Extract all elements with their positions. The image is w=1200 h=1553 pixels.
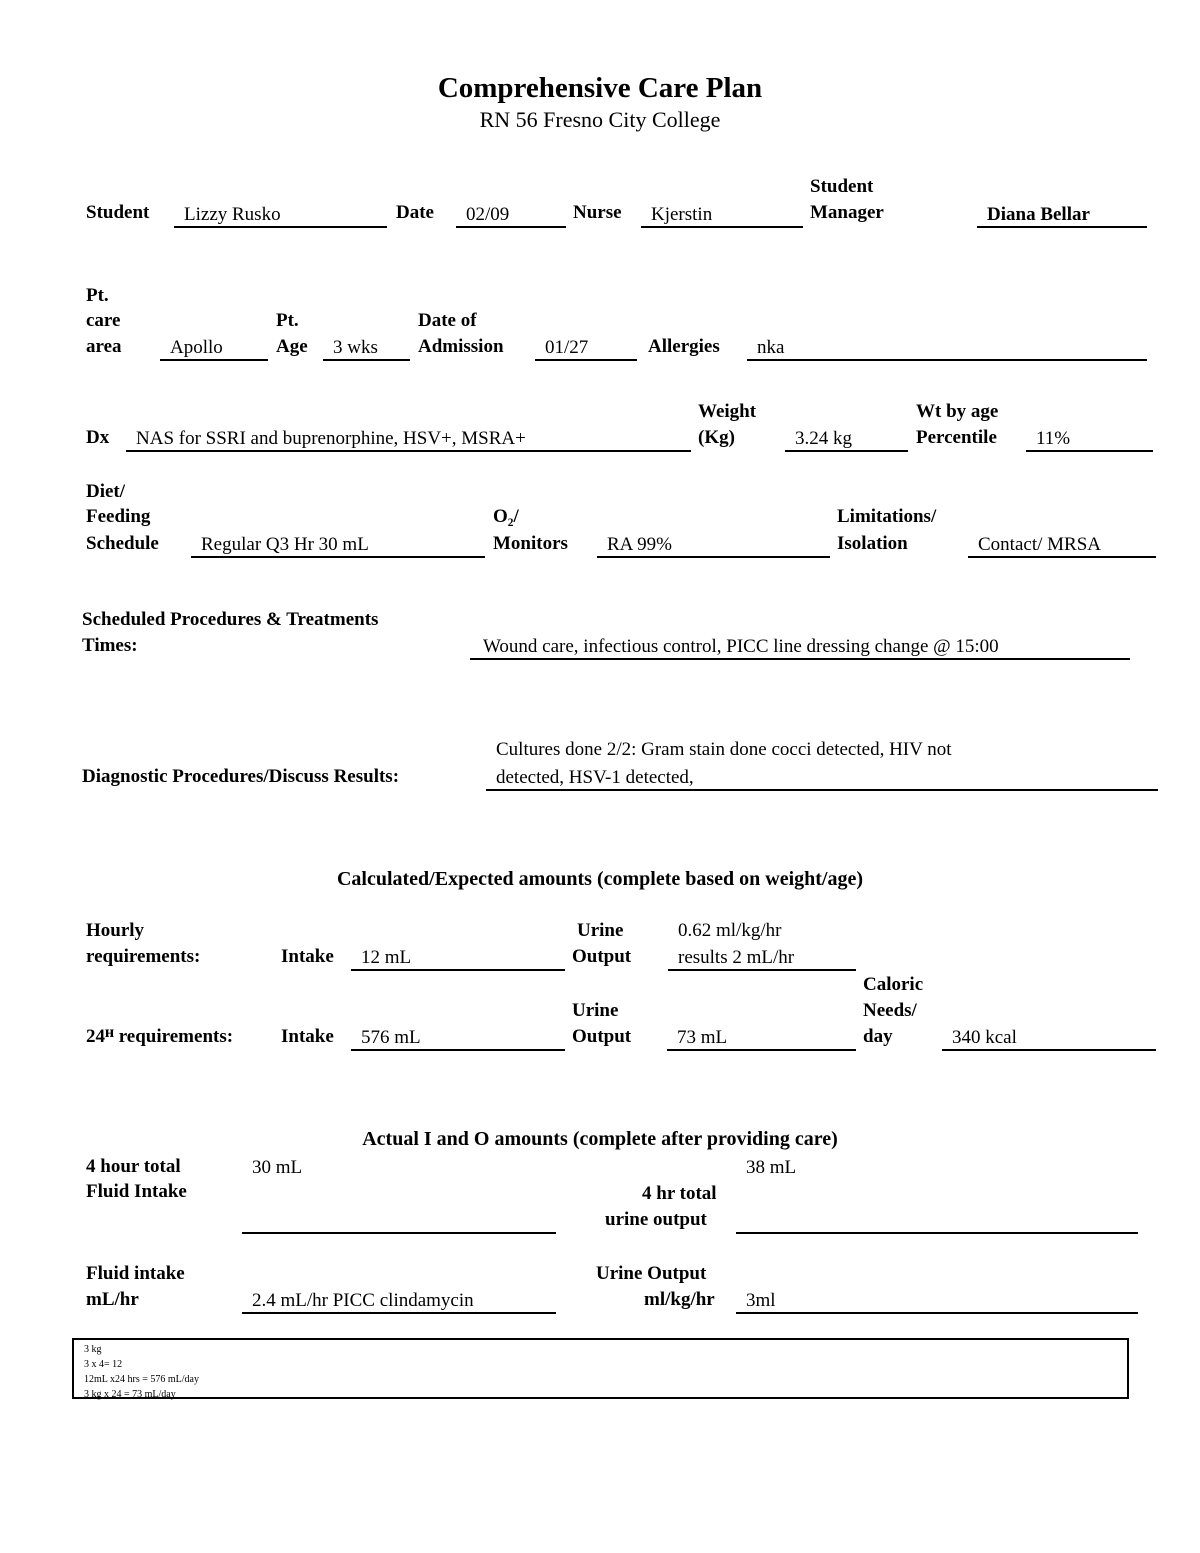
hourly-urine-field[interactable]: results 2 mL/hr	[668, 947, 856, 971]
diet-label-1: Diet/	[86, 481, 126, 502]
daily-urine-field[interactable]: 73 mL	[667, 1027, 856, 1051]
urine4-value: 38 mL	[746, 1157, 797, 1178]
nurse-label: Nurse	[573, 202, 622, 223]
actual-heading: Actual I and O amounts (complete after providing care)	[362, 1128, 838, 1150]
date-field[interactable]: 02/09	[456, 204, 566, 228]
weight-label-2: (Kg)	[698, 427, 735, 448]
page-title: Comprehensive Care Plan	[437, 72, 763, 104]
student-field[interactable]: Lizzy Rusko	[174, 204, 387, 228]
diagnostics-field[interactable]: detected, HSV-1 detected,	[486, 767, 1158, 791]
student-manager-label-2: Manager	[810, 202, 884, 223]
age-label-2: Age	[276, 336, 308, 357]
admission-label-2: Admission	[418, 336, 504, 357]
hourly-urine-label-1: Urine	[577, 920, 624, 941]
allergies-label: Allergies	[648, 336, 720, 357]
care-area-label-1: Pt.	[86, 285, 109, 306]
daily-urine-label-1: Urine	[572, 1000, 619, 1021]
note-line: 12mL x24 hrs = 576 mL/day	[84, 1374, 199, 1385]
nurse-field[interactable]: Kjerstin	[641, 204, 803, 228]
percentile-field[interactable]: 11%	[1026, 428, 1153, 452]
procedures-field[interactable]: Wound care, infectious control, PICC line dressing change @ 15:00	[470, 636, 1130, 660]
date-label: Date	[396, 202, 434, 223]
admission-date-field[interactable]: 01/27	[535, 337, 637, 361]
o2-monitors-field[interactable]: RA 99%	[597, 534, 830, 558]
diagnostics-label: Diagnostic Procedures/Discuss Results:	[82, 766, 400, 787]
limitations-label-1: Limitations/	[837, 506, 937, 527]
o2-label-2: Monitors	[493, 533, 568, 554]
student-label: Student	[86, 202, 150, 223]
weight-label-1: Weight	[698, 401, 757, 422]
caloric-label-2: Needs/	[863, 1000, 917, 1021]
intake-hr-label-1: Fluid intake	[86, 1263, 185, 1284]
allergies-field[interactable]: nka	[747, 337, 1147, 361]
student-manager-label-1: Student	[810, 176, 874, 197]
care-area-field[interactable]: Apollo	[160, 337, 268, 361]
procedures-label-2: Times:	[82, 635, 138, 656]
percentile-label-2: Percentile	[916, 427, 997, 448]
intake-hr-field[interactable]: 2.4 mL/hr PICC clindamycin	[242, 1290, 556, 1314]
hourly-urine-label-2: Output	[572, 946, 632, 967]
urine-hr-label-1: Urine Output	[596, 1263, 707, 1284]
o2-label-1: O₂/	[493, 506, 519, 527]
urine4-label-2: urine output	[605, 1209, 707, 1230]
urine-hr-label-2: ml/kg/hr	[644, 1289, 715, 1310]
hourly-urine-line-1: 0.62 ml/kg/hr	[678, 920, 782, 941]
calculated-heading: Calculated/Expected amounts (complete based on weight/age)	[336, 868, 864, 890]
caloric-field[interactable]: 340 kcal	[942, 1027, 1156, 1051]
hourly-intake-field[interactable]: 12 mL	[351, 947, 565, 971]
daily-urine-label-2: Output	[572, 1026, 632, 1047]
urine4-field-line[interactable]	[736, 1232, 1138, 1234]
hourly-label-1: Hourly	[86, 920, 145, 941]
dx-field[interactable]: NAS for SSRI and buprenorphine, HSV+, MSRA+	[126, 428, 691, 452]
limitations-label-2: Isolation	[837, 533, 908, 554]
intake4-value: 30 mL	[252, 1157, 303, 1178]
diet-label-2: Feeding	[86, 506, 151, 527]
dx-label: Dx	[86, 427, 110, 448]
student-manager-field[interactable]: Diana Bellar	[977, 204, 1147, 228]
care-area-label-2: care	[86, 310, 121, 331]
note-line: 3 kg x 24 = 73 mL/day	[84, 1389, 176, 1400]
note-line: 3 kg	[84, 1344, 102, 1355]
diagnostics-line-1: Cultures done 2/2: Gram stain done cocci detected, HIV not	[496, 739, 952, 760]
urine-hr-field[interactable]: 3ml	[736, 1290, 1138, 1314]
calculation-notes-box	[72, 1338, 1129, 1399]
hourly-intake-label: Intake	[281, 946, 334, 967]
admission-label-1: Date of	[418, 310, 477, 331]
intake4-label-2: Fluid Intake	[86, 1181, 187, 1202]
diet-field[interactable]: Regular Q3 Hr 30 mL	[191, 534, 485, 558]
percentile-label-1: Wt by age	[916, 401, 999, 422]
care-area-label-3: area	[86, 336, 122, 357]
weight-field[interactable]: 3.24 kg	[785, 428, 908, 452]
urine4-label-1: 4 hr total	[642, 1183, 717, 1204]
age-field[interactable]: 3 wks	[323, 337, 410, 361]
procedures-label-1: Scheduled Procedures & Treatments	[82, 609, 379, 630]
intake4-field-line[interactable]	[242, 1232, 556, 1234]
caloric-label-3: day	[863, 1026, 893, 1047]
daily-intake-label: Intake	[281, 1026, 334, 1047]
age-label-1: Pt.	[276, 310, 299, 331]
note-line: 3 x 4= 12	[84, 1359, 123, 1370]
page-subtitle: RN 56 Fresno City College	[479, 107, 721, 132]
diet-label-3: Schedule	[86, 533, 159, 554]
hourly-label-2: requirements:	[86, 946, 201, 967]
intake-hr-label-2: mL/hr	[86, 1289, 139, 1310]
daily-label: 24ᴴ requirements:	[86, 1026, 234, 1047]
daily-intake-field[interactable]: 576 mL	[351, 1027, 565, 1051]
caloric-label-1: Caloric	[863, 974, 924, 995]
intake4-label-1: 4 hour total	[86, 1156, 181, 1177]
isolation-field[interactable]: Contact/ MRSA	[968, 534, 1156, 558]
